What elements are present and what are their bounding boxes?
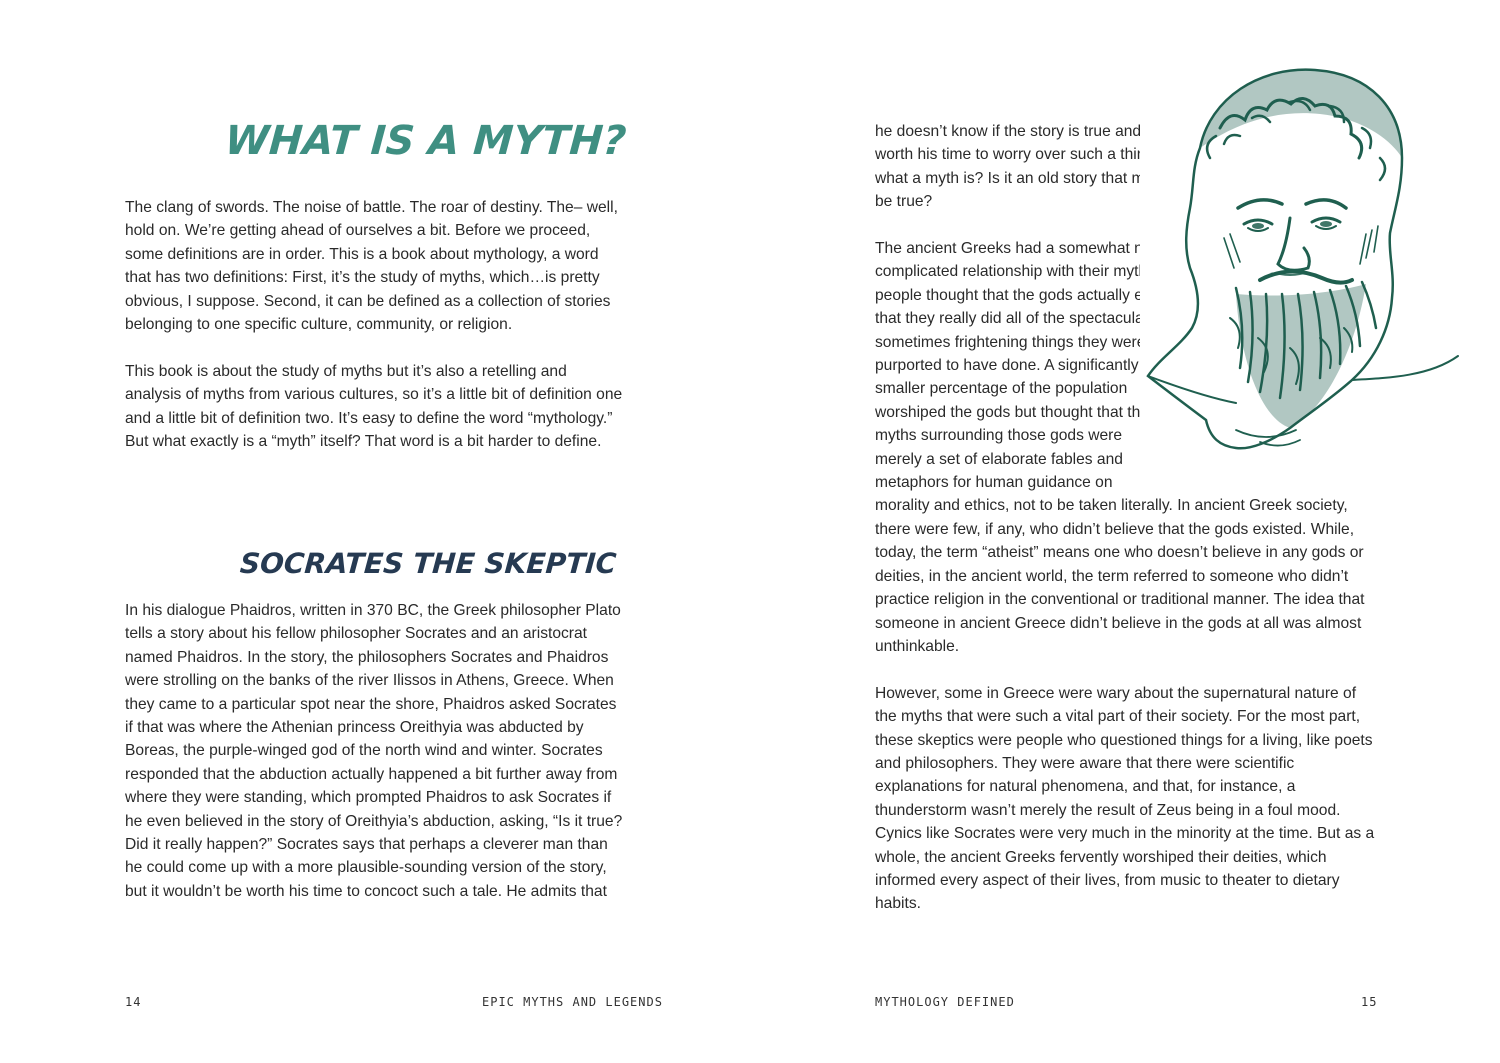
- socrates-text: [125, 599, 625, 903]
- right-paragraph-3: However, some in Greece were wary about the supernatural nature of the myths that were such a vital part of their society. For the most part, these skeptics were people who questioned things for a living, like poets and philosophers. They were aware that there were scientific explanations for natural phenomena, and that, for instance, a thunderstorm wasn’t merely the result of Zeus being in a foul mood. Cynics like Socrates were very much in the minority at the time. But as a whole, the ancient Greeks fervently worshiped their deities, which informed every aspect of their lives, from music to theater to dietary habits.: [875, 684, 1375, 913]
- page-title: WHAT IS A MYTH?: [223, 118, 628, 164]
- running-head-left: EPIC MYTHS AND LEGENDS: [482, 995, 663, 1009]
- intro-paragraph-1: The clang of swords. The noise of battle. The roar of destiny. The– well, hold on. We’re getting ahead of ourselves a bit. Before we proceed, some definitions are in order. This is a book about mythology, a word that has two definitions: First, it’s the study of myths, which…is pretty obvious, I suppose. Second, it can be defined as a collection of stories belonging to one specific culture, community, or religion.: [125, 199, 618, 334]
- socrates-paragraph: In his dialogue Phaidros, written in 370 BC, the Greek philosopher Plato tells a story about his fellow philosopher Socrates and an aristocrat named Phaidros. In the story, the philosophers Socrates and Phaidros were strolling on the banks of the river Ilissos in Athens, Greece. When they came to a particular spot near the shore, Phaidros asked Socrates if that was where the Athenian princess Oreithyia was abducted by Boreas, the purple-winged god of the north wind and winter. Socrates responded that the abduction actually happened a bit further away from where they were standing, which prompted Phaidros to ask Socrates if he even believed in the story of Oreithyia’s abduction, asking, “Is it true? Did it really happen?” Socrates says that perhaps a cleverer man than he could come up with a more plausible-sounding version of the story, but it wouldn’t be worth his time to concoct such a tale. He admits that: [125, 602, 623, 900]
- right-paragraph-1: he doesn’t know if the story is true and doesn’t think it’s worth his time to worry over such a thing. So, is that what a myth is? Is it an old story that may or may not be true?: [875, 123, 1257, 211]
- intro-paragraph-2: This book is about the study of myths but it’s also a retelling and analysis of myths from various cultures, so it’s a little bit of definition one and a little bit of definition two. It’s easy to define the word “mythology.” But what exactly is a “myth” itself? That word is a bit harder to define.: [125, 362, 623, 451]
- section-subtitle: SOCRATES THE SKEPTIC: [238, 547, 618, 580]
- page-number-left: 14: [125, 995, 142, 1009]
- page-number-right: 15: [1361, 995, 1378, 1009]
- right-paragraph-2: The ancient Greeks had a somewhat nuanced and complicated relationship with their myths. Most people thought that the gods actually existed and that they really did all of the spectacular and sometimes frightening things they were purported to have done. A significantly smaller percentage of the population worshiped the gods but thought that the myths surrounding those gods were merely a set of elaborate fables and metaphors for human guidance on morality and ethics, not to be taken literally. In ancient Greek society, there were few, if any, who didn’t believe that the gods existed. While, today, the term “atheist” means one who doesn’t believe in any gods or deities, in the ancient world, the term referred to someone who didn’t practice religion in the conventional or traditional manner. The idea that someone in ancient Greece didn’t believe in the gods at all was almost unthinkable.: [875, 240, 1365, 655]
- running-head-right: MYTHOLOGY DEFINED: [875, 995, 1015, 1009]
- intro-text: [125, 196, 625, 453]
- socrates-bust-illustration: [1140, 58, 1465, 454]
